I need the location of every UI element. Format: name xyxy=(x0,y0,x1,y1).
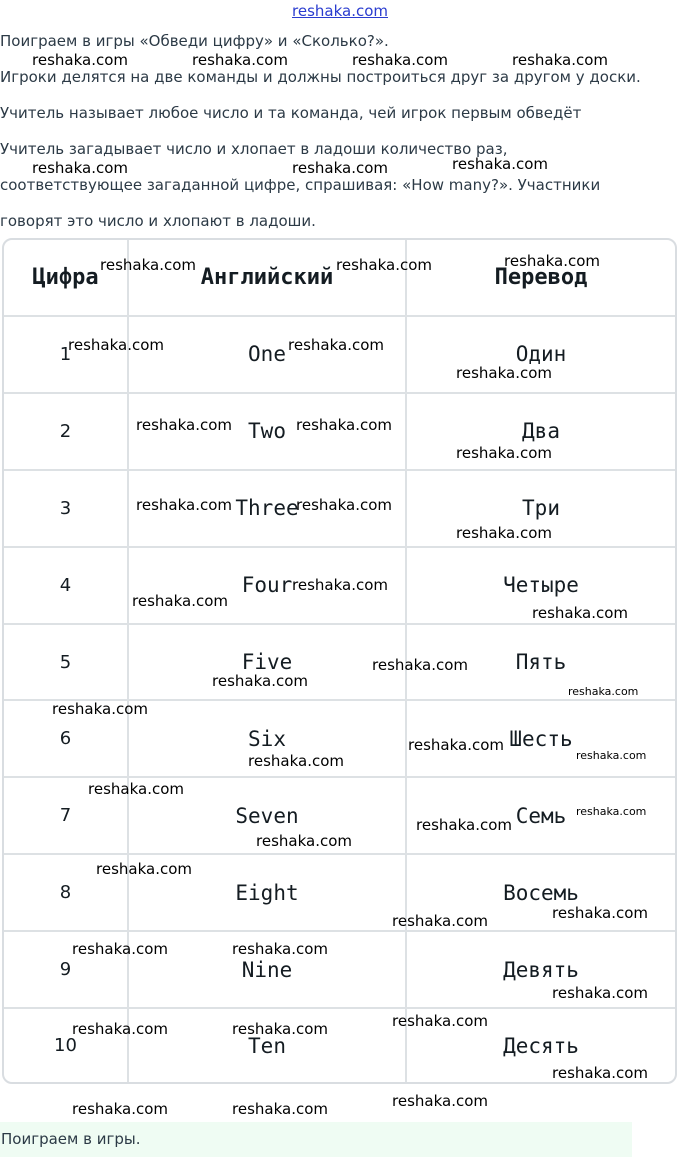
paragraph-intro: Поиграем в игры «Обведи цифру» и «Сколько?». xyxy=(0,32,389,50)
english-cell: Three xyxy=(128,470,406,547)
watermark: reshaka.com xyxy=(100,256,196,274)
watermark: reshaka.com xyxy=(568,685,639,698)
watermark: reshaka.com xyxy=(576,749,647,762)
paragraph-teacher-calls: Учитель называет любое число и та команда, чей игрок первым обведёт xyxy=(0,104,582,122)
translation-cell: Восемь xyxy=(406,854,675,931)
watermark: reshaka.com xyxy=(192,51,288,69)
header-digit: Цифра xyxy=(4,240,128,316)
digit-cell: 9 xyxy=(4,931,128,1008)
watermark: reshaka.com xyxy=(452,155,548,173)
watermark: reshaka.com xyxy=(392,1012,488,1030)
watermark: reshaka.com xyxy=(352,51,448,69)
watermark: reshaka.com xyxy=(136,496,232,514)
watermark: reshaka.com xyxy=(292,159,388,177)
digit-cell: 7 xyxy=(4,777,128,854)
english-cell: One xyxy=(128,316,406,393)
translation-cell: Десять xyxy=(503,1033,579,1058)
watermark: reshaka.com xyxy=(72,1100,168,1118)
watermark: reshaka.com xyxy=(288,336,384,354)
watermark: reshaka.com xyxy=(248,752,344,770)
watermark: reshaka.com xyxy=(392,1092,488,1110)
translation-cell: Два xyxy=(406,393,675,470)
digit-cell: 1 xyxy=(4,316,128,393)
watermark: reshaka.com xyxy=(232,1100,328,1118)
watermark: reshaka.com xyxy=(576,805,647,818)
watermark: reshaka.com xyxy=(292,576,388,594)
translation-cell: Девять xyxy=(406,931,675,1008)
english-cell: Six xyxy=(128,700,406,777)
english-cell: Four xyxy=(128,547,406,624)
english-cell: Ten xyxy=(128,1008,406,1082)
digit-cell: 3 xyxy=(4,470,128,547)
digit-cell: 8 xyxy=(4,854,128,931)
watermark: reshaka.com xyxy=(512,51,608,69)
watermark: reshaka.com xyxy=(212,672,308,690)
watermark: reshaka.com xyxy=(456,444,552,462)
watermark: reshaka.com xyxy=(256,832,352,850)
watermark: reshaka.com xyxy=(296,496,392,514)
watermark: reshaka.com xyxy=(72,1020,168,1038)
watermark: reshaka.com xyxy=(32,159,128,177)
watermark: reshaka.com xyxy=(552,1064,648,1082)
watermark: reshaka.com xyxy=(336,256,432,274)
english-cell: Two xyxy=(128,393,406,470)
paragraph-teacher-claps: Учитель загадывает число и хлопает в ладоши количество раз, xyxy=(0,140,508,158)
watermark: reshaka.com xyxy=(136,416,232,434)
digit-cell: 2 xyxy=(4,393,128,470)
watermark: reshaka.com xyxy=(408,736,504,754)
paragraph-how-many: соответствующее загаданной цифре, спрашивая: «How many?». Участники xyxy=(0,176,601,194)
digit-cell: 4 xyxy=(4,547,128,624)
header-translation: Перевод xyxy=(406,240,675,316)
translation-cell: Четыре xyxy=(406,547,675,624)
footer-note: Поиграем в игры. xyxy=(0,1122,632,1157)
translation-cell: Семь xyxy=(406,777,675,854)
watermark: reshaka.com xyxy=(532,604,628,622)
translation-cell: Шесть xyxy=(406,700,675,777)
watermark: reshaka.com xyxy=(296,416,392,434)
watermark: reshaka.com xyxy=(88,780,184,798)
watermark: reshaka.com xyxy=(52,700,148,718)
english-cell: Eight xyxy=(128,854,406,931)
watermark: reshaka.com xyxy=(552,904,648,922)
translation-cell: Пять xyxy=(406,624,675,701)
watermark: reshaka.com xyxy=(68,336,164,354)
watermark: reshaka.com xyxy=(456,364,552,382)
watermark: reshaka.com xyxy=(372,656,468,674)
translation-cell: Три xyxy=(406,470,675,547)
digit-cell: 6 xyxy=(4,700,128,777)
paragraph-teams: Игроки делятся на две команды и должны построиться друг за другом у доски. xyxy=(0,68,641,86)
paragraph-participants: говорят это число и хлопают в ладоши. xyxy=(0,212,316,230)
watermark: reshaka.com xyxy=(456,524,552,542)
watermark: reshaka.com xyxy=(32,51,128,69)
digit-cell: 10 xyxy=(4,1008,128,1082)
watermark: reshaka.com xyxy=(552,984,648,1002)
english-cell: Nine xyxy=(128,931,406,1008)
watermark: reshaka.com xyxy=(392,912,488,930)
digit-cell: 5 xyxy=(4,624,128,701)
english-cell: Seven xyxy=(128,777,406,854)
watermark: reshaka.com xyxy=(72,940,168,958)
watermark: reshaka.com xyxy=(132,592,228,610)
translation-cell: Один xyxy=(406,316,675,393)
watermark: reshaka.com xyxy=(504,252,600,270)
english-cell: Five xyxy=(128,624,406,701)
watermark: reshaka.com xyxy=(416,816,512,834)
site-link[interactable]: reshaka.com xyxy=(292,2,388,20)
watermark: reshaka.com xyxy=(96,860,192,878)
header-english: Английский xyxy=(128,240,406,316)
table-row xyxy=(4,316,675,393)
watermark: reshaka.com xyxy=(232,940,328,958)
watermark: reshaka.com xyxy=(232,1020,328,1038)
